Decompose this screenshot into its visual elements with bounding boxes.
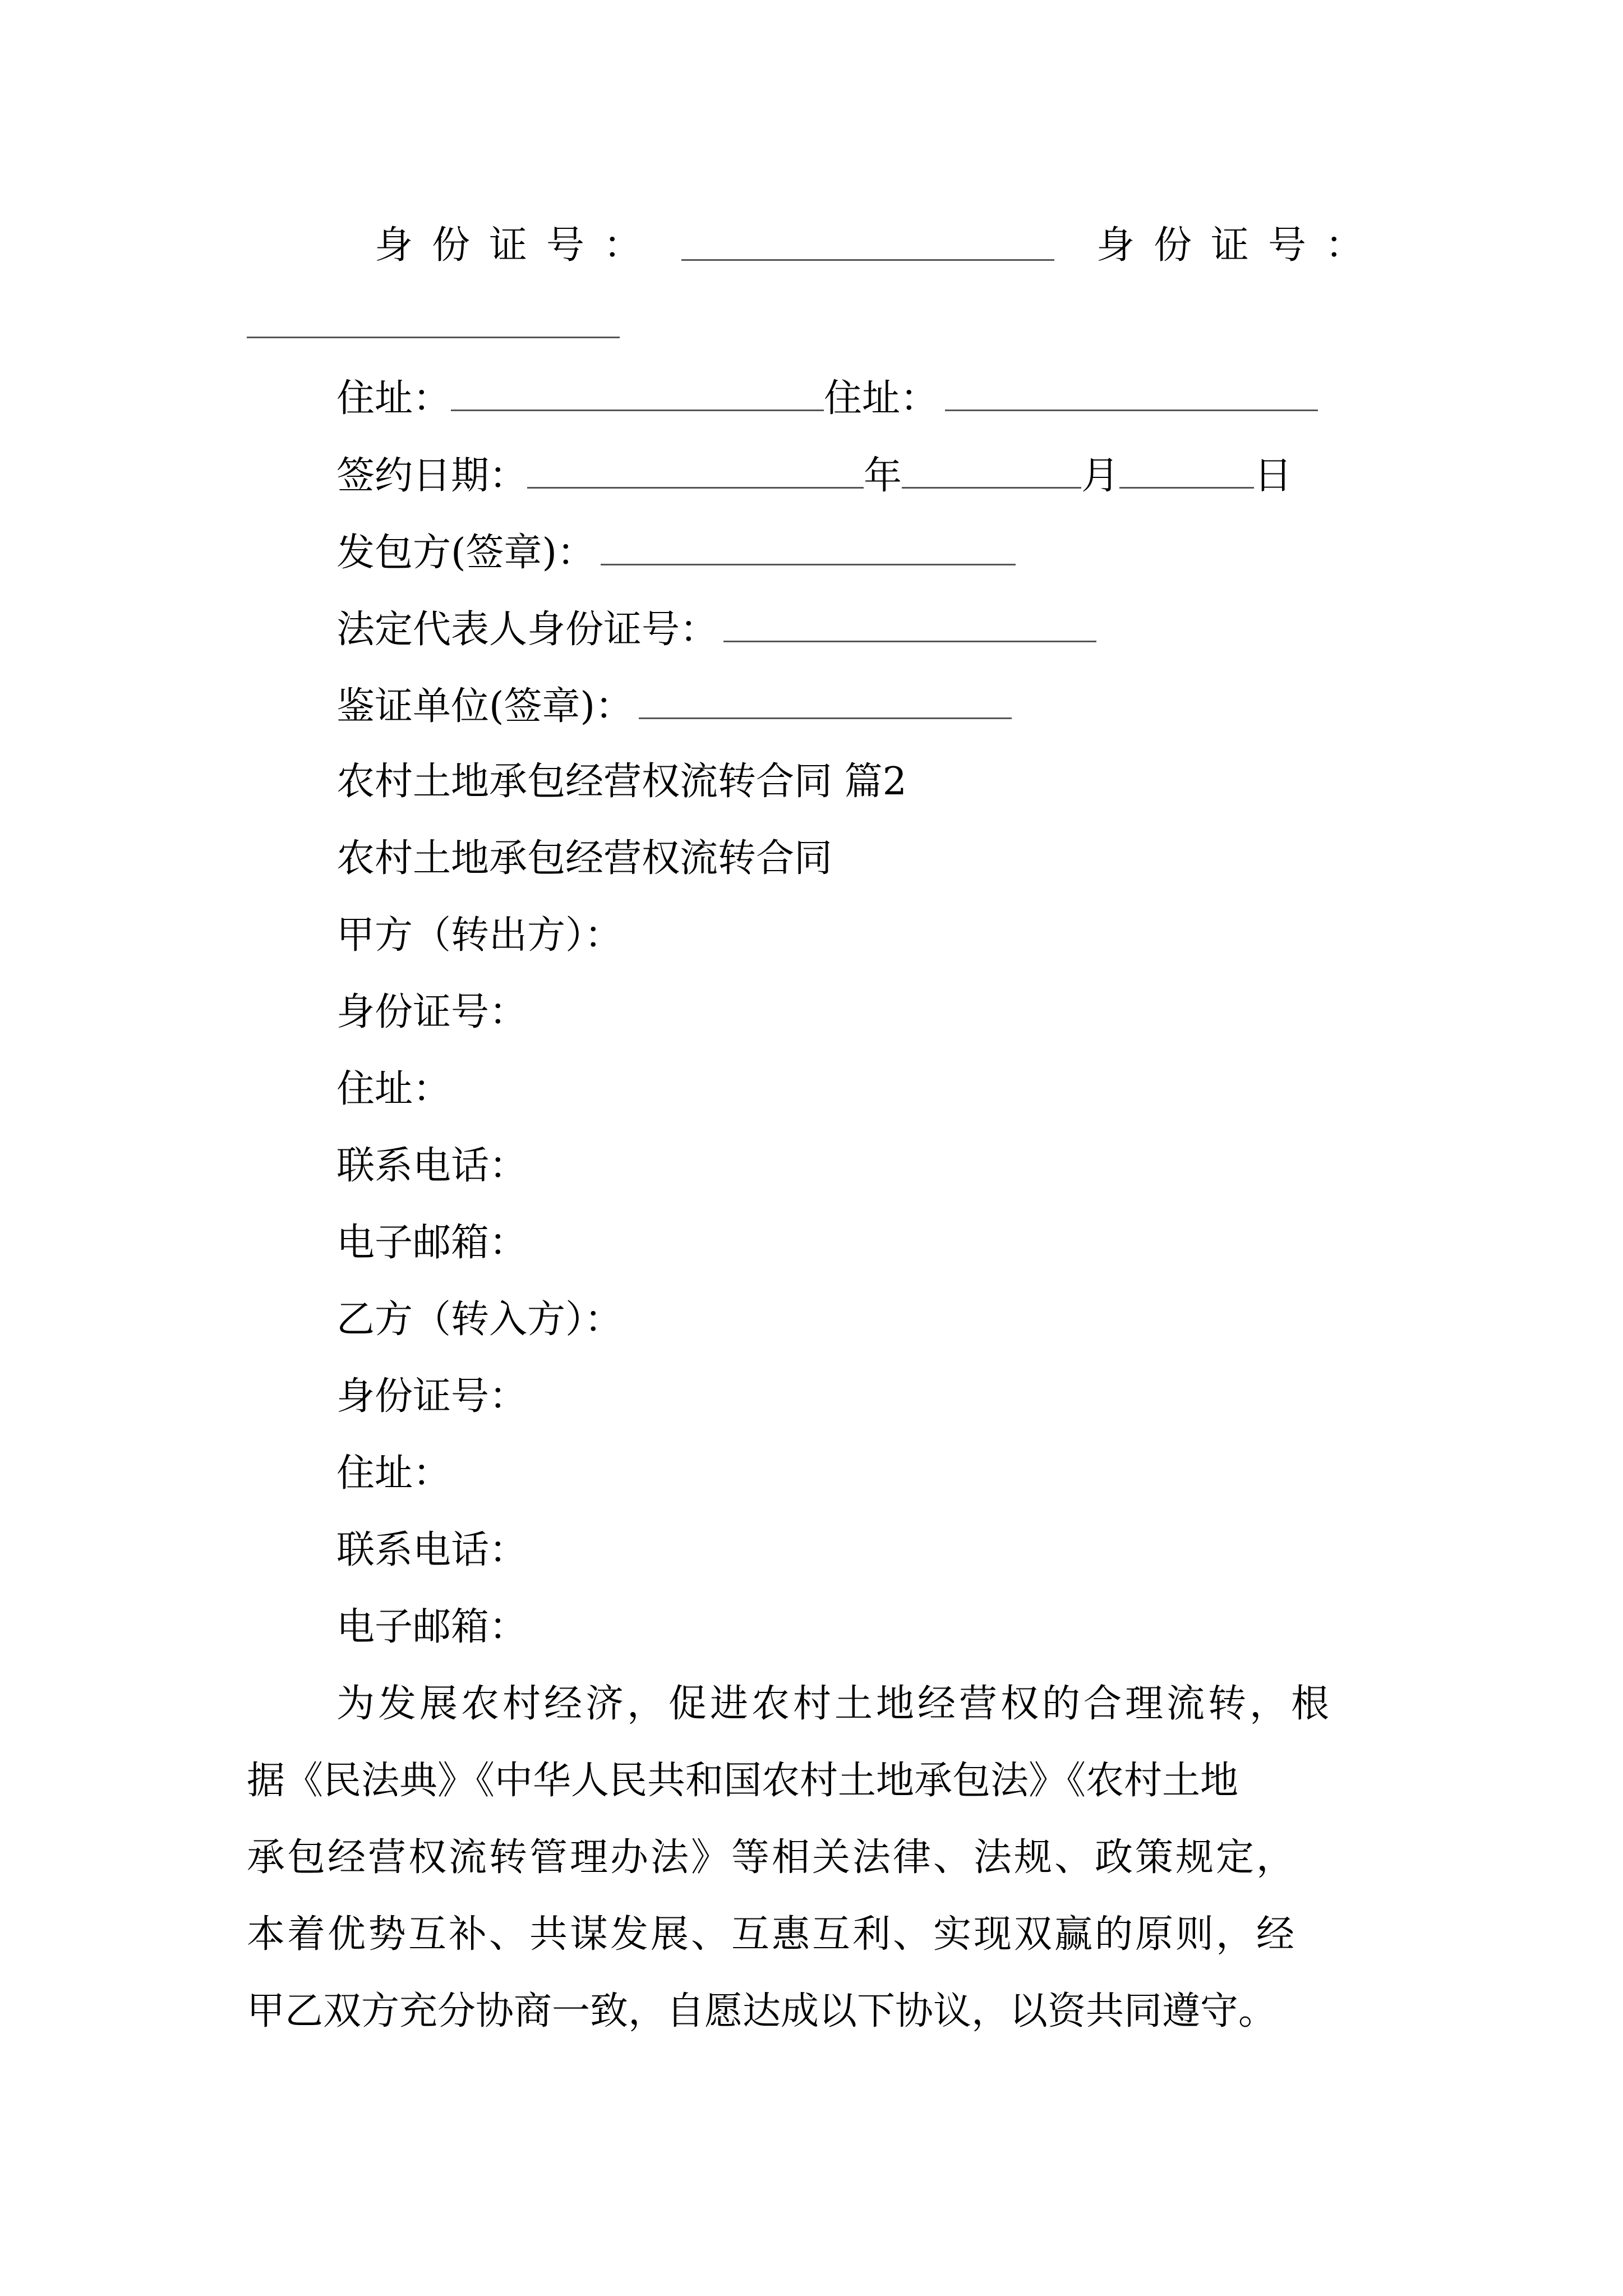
legal-rep-id-blank bbox=[723, 606, 1096, 642]
preamble-line-4: 本着优势互补、共谋发展、互惠互利、实现双赢的原则，经 bbox=[247, 1912, 1297, 1957]
address-blank-a bbox=[451, 375, 824, 411]
party-a-label: 甲方（转出方）： bbox=[336, 913, 623, 958]
year-blank bbox=[527, 452, 864, 489]
id-number-blank-a bbox=[681, 259, 1054, 261]
section-heading: 农村土地承包经营权流转合同 篇2 bbox=[336, 760, 907, 804]
party-a-address: 住址： bbox=[336, 1067, 451, 1111]
party-b-email: 电子邮箱： bbox=[336, 1605, 528, 1649]
contractor-sign-blank bbox=[601, 529, 1016, 565]
id-number-label-b: 身份证号： bbox=[1096, 223, 1383, 268]
sign-date-row bbox=[336, 452, 1292, 497]
party-b-phone: 联系电话： bbox=[336, 1528, 528, 1572]
party-a-id: 身份证号： bbox=[336, 990, 528, 1034]
address-label-b: 住址： bbox=[824, 376, 939, 421]
preamble-line-3: 承包经营权流转管理办法》等相关法律、法规、政策规定， bbox=[247, 1835, 1297, 1880]
contractor-sign-row bbox=[336, 529, 1016, 574]
month-text: 月 bbox=[1081, 454, 1120, 498]
party-b-id: 身份证号： bbox=[336, 1374, 528, 1419]
preamble-line-2: 据《民法典》《中华人民共和国农村土地承包法》《农村土地 bbox=[247, 1759, 1239, 1803]
party-a-email: 电子邮箱： bbox=[336, 1221, 528, 1265]
party-a-phone: 联系电话： bbox=[336, 1144, 528, 1188]
party-b-address: 住址： bbox=[336, 1451, 451, 1496]
year-text: 年 bbox=[864, 454, 902, 498]
legal-rep-row bbox=[336, 606, 1096, 651]
id-number-label-a: 身份证号： bbox=[375, 223, 661, 268]
address-label-a: 住址： bbox=[336, 376, 451, 421]
contract-title: 农村土地承包经营权流转合同 bbox=[336, 836, 833, 881]
id-number-blank-b bbox=[247, 337, 620, 338]
legal-rep-id-label: 法定代表人身份证号： bbox=[336, 608, 718, 652]
day-blank bbox=[1119, 452, 1254, 489]
day-text: 日 bbox=[1254, 454, 1293, 498]
notary-blank bbox=[639, 683, 1012, 719]
contractor-sign-label: 发包方(签章)： bbox=[336, 531, 596, 575]
notary-row bbox=[336, 683, 1012, 728]
preamble-line-1: 为发展农村经济，促进农村土地经营权的合理流转，根 bbox=[336, 1682, 1333, 1726]
address-row bbox=[336, 375, 1318, 420]
address-blank-b bbox=[945, 375, 1318, 411]
party-b-label: 乙方（转入方）： bbox=[336, 1297, 623, 1342]
sign-date-label: 签约日期： bbox=[336, 454, 528, 498]
notary-label: 鉴证单位(签章)： bbox=[336, 684, 634, 729]
preamble-line-5: 甲乙双方充分协商一致，自愿达成以下协议，以资共同遵守。 bbox=[247, 1989, 1277, 2033]
month-blank bbox=[902, 452, 1081, 489]
